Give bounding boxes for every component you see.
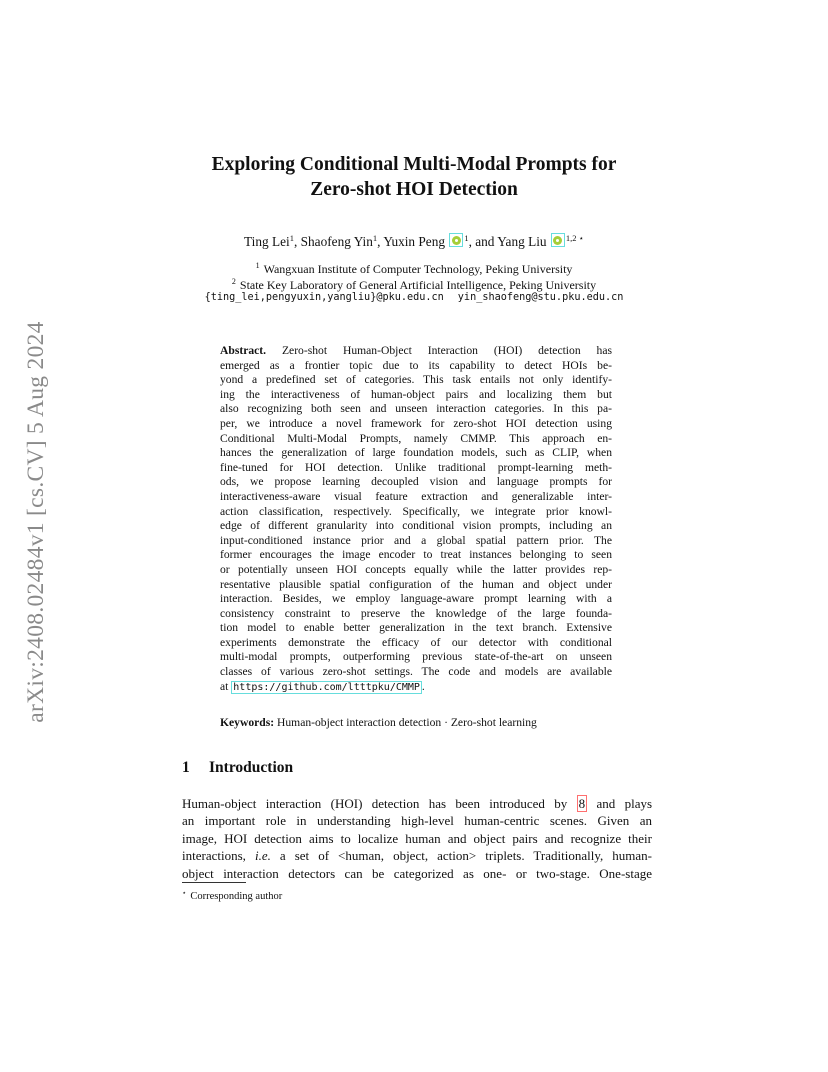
abstract-line: or potentially unseen HOI concepts equally while the latter provides rep- xyxy=(220,562,612,576)
keywords-label: Keywords: xyxy=(220,716,275,729)
introduction-text xyxy=(182,795,652,882)
section-heading xyxy=(182,758,293,778)
author-name: Yuxin Peng xyxy=(383,234,445,249)
author-name: Yang Liu xyxy=(497,234,547,249)
paper-title-line-1: Exploring Conditional Multi-Modal Prompts for xyxy=(211,154,617,175)
abstract-line: interaction. Besides, we employ language-aware prompt learning with a xyxy=(220,592,612,606)
abstract-text: Zero-shot Human-Object Interaction (HOI) detection has xyxy=(281,344,612,357)
keywords xyxy=(220,715,620,730)
footnote-mark: ⋆ xyxy=(182,889,187,897)
author-conjunction: and xyxy=(475,234,495,249)
abstract-line: classes of various zero-shot settings. The code and models are available xyxy=(220,665,612,679)
orcid-icon[interactable] xyxy=(449,233,463,247)
author-affiliation-mark: 1 xyxy=(372,233,378,243)
abstract-line: also recognizing both seen and unseen interaction categories. In this pa- xyxy=(220,402,612,416)
citation-link[interactable]: 8 xyxy=(578,796,586,811)
body-line xyxy=(182,847,652,864)
abstract-line: fine-tuned for HOI detection. Unlike traditional prompt-learning meth- xyxy=(220,460,612,474)
abstract-text: . xyxy=(421,679,425,693)
body-line: an important role in understanding high-level human-centric scenes. Given an xyxy=(182,813,652,829)
abstract-line: consistency constraint to preserve the knowledge of the large founda- xyxy=(220,606,612,620)
abstract-label: Abstract. xyxy=(220,344,267,357)
abstract-line: action classification, respectively. Specifically, we integrate prior knowl- xyxy=(220,504,612,518)
body-text: Human-object interaction (HOI) detection has been introduced by xyxy=(182,796,568,811)
abstract-line: input-conditioned instance prior and a global spatial pattern prior. The xyxy=(220,533,612,547)
abstract-line: ing the interactiveness of human-object pairs and localizing them but xyxy=(220,387,612,401)
body-line: image, HOI detection aims to localize human and object pairs and recognize their xyxy=(182,830,652,846)
abstract-line: experiments demonstrate the efficacy of our detector with conditional xyxy=(220,635,612,649)
abstract-line: tion model to enable better generalization in the text branch. Extensive xyxy=(220,621,612,635)
affiliation-mark: 1 xyxy=(255,261,260,270)
abstract-line: emerged as a frontier topic due to its capability to detect HOIs be- xyxy=(220,358,612,372)
body-text: a set of <human, object, action> triplets. Traditionally, human- xyxy=(279,848,653,864)
author-name: Ting Lei xyxy=(244,234,290,249)
abstract-line: former encourages the image encoder to treat instances belonging to seen xyxy=(220,548,612,562)
body-line: object interaction detectors can be categorized as one- or two-stage. One-stage xyxy=(182,865,652,881)
arxiv-id: arXiv:2408.02484v1 [cs.CV] 5 Aug 2024 xyxy=(23,321,49,723)
body-line xyxy=(182,795,652,812)
affiliation-text: State Key Laboratory of General Artificial Intelligence, Peking University xyxy=(239,278,597,292)
email-address: {ting_lei,pengyuxin,yangliu}@pku.edu.cn xyxy=(204,292,444,303)
footnote-text: Corresponding author xyxy=(190,891,283,902)
author-affiliation-mark: 1,2 ⋆ xyxy=(565,233,584,243)
section-title: Introduction xyxy=(209,759,294,776)
author-list: Ting Lei$^1$, Shaofeng Yin$^1$, Yuxin Peng $^1$, and Yang Liu $^{1,2 ⋆}$ xyxy=(244,233,584,249)
body-text: and plays xyxy=(596,796,653,811)
paper-title-line-2: Zero-shot HOI Detection xyxy=(310,179,518,200)
author-name: Shaofeng Yin xyxy=(300,234,373,249)
body-text-italic: i.e. xyxy=(254,848,271,864)
abstract-line: interactiveness-aware visual feature extraction and generalizable inter- xyxy=(220,489,612,503)
code-repository-link[interactable]: https://github.com/ltttpku/CMMP xyxy=(233,681,420,693)
arxiv-stamp xyxy=(16,287,56,757)
body-text: interactions, xyxy=(182,848,246,864)
author-affiliation-mark: 1 xyxy=(464,233,469,243)
abstract-line: resentative plausible spatial configuration of the human and object under xyxy=(220,577,612,591)
author-affiliation-mark: 1 xyxy=(289,233,294,243)
email-address: yin_shaofeng@stu.pku.edu.cn xyxy=(457,292,624,303)
abstract-line xyxy=(220,344,612,359)
abstract-line: hances the generalization of large foundation models, such as CLIP, when xyxy=(220,446,612,460)
abstract-line: edge of different granularity into conditional vision prompts, including an xyxy=(220,519,612,533)
abstract-line: yond a predefined set of categories. This task entails not only identify- xyxy=(220,373,612,387)
abstract-line: Conditional Multi-Modal Prompts, namely CMMP. This approach en- xyxy=(220,431,612,445)
abstract-line: per, we introduce a novel framework for zero-shot HOI detection using xyxy=(220,416,612,430)
affiliation-text: Wangxuan Institute of Computer Technology, Peking University xyxy=(263,262,573,276)
abstract-line xyxy=(220,680,612,695)
abstract-line: ods, we propose learning decoupled vision and language prompts for xyxy=(220,475,612,489)
keywords-text: Human-object interaction detection · Zero-shot learning xyxy=(277,716,537,729)
orcid-icon[interactable] xyxy=(551,233,565,247)
abstract xyxy=(220,344,612,694)
affiliation-mark: 2 xyxy=(231,277,236,286)
footnote-rule xyxy=(182,882,246,883)
abstract-line: multi-modal prompts, outperforming previous state-of-the-art on unseen xyxy=(220,650,612,664)
author-emails xyxy=(150,290,678,306)
abstract-text: at xyxy=(220,679,229,693)
section-number: 1 xyxy=(182,759,190,776)
footnote xyxy=(182,886,282,904)
